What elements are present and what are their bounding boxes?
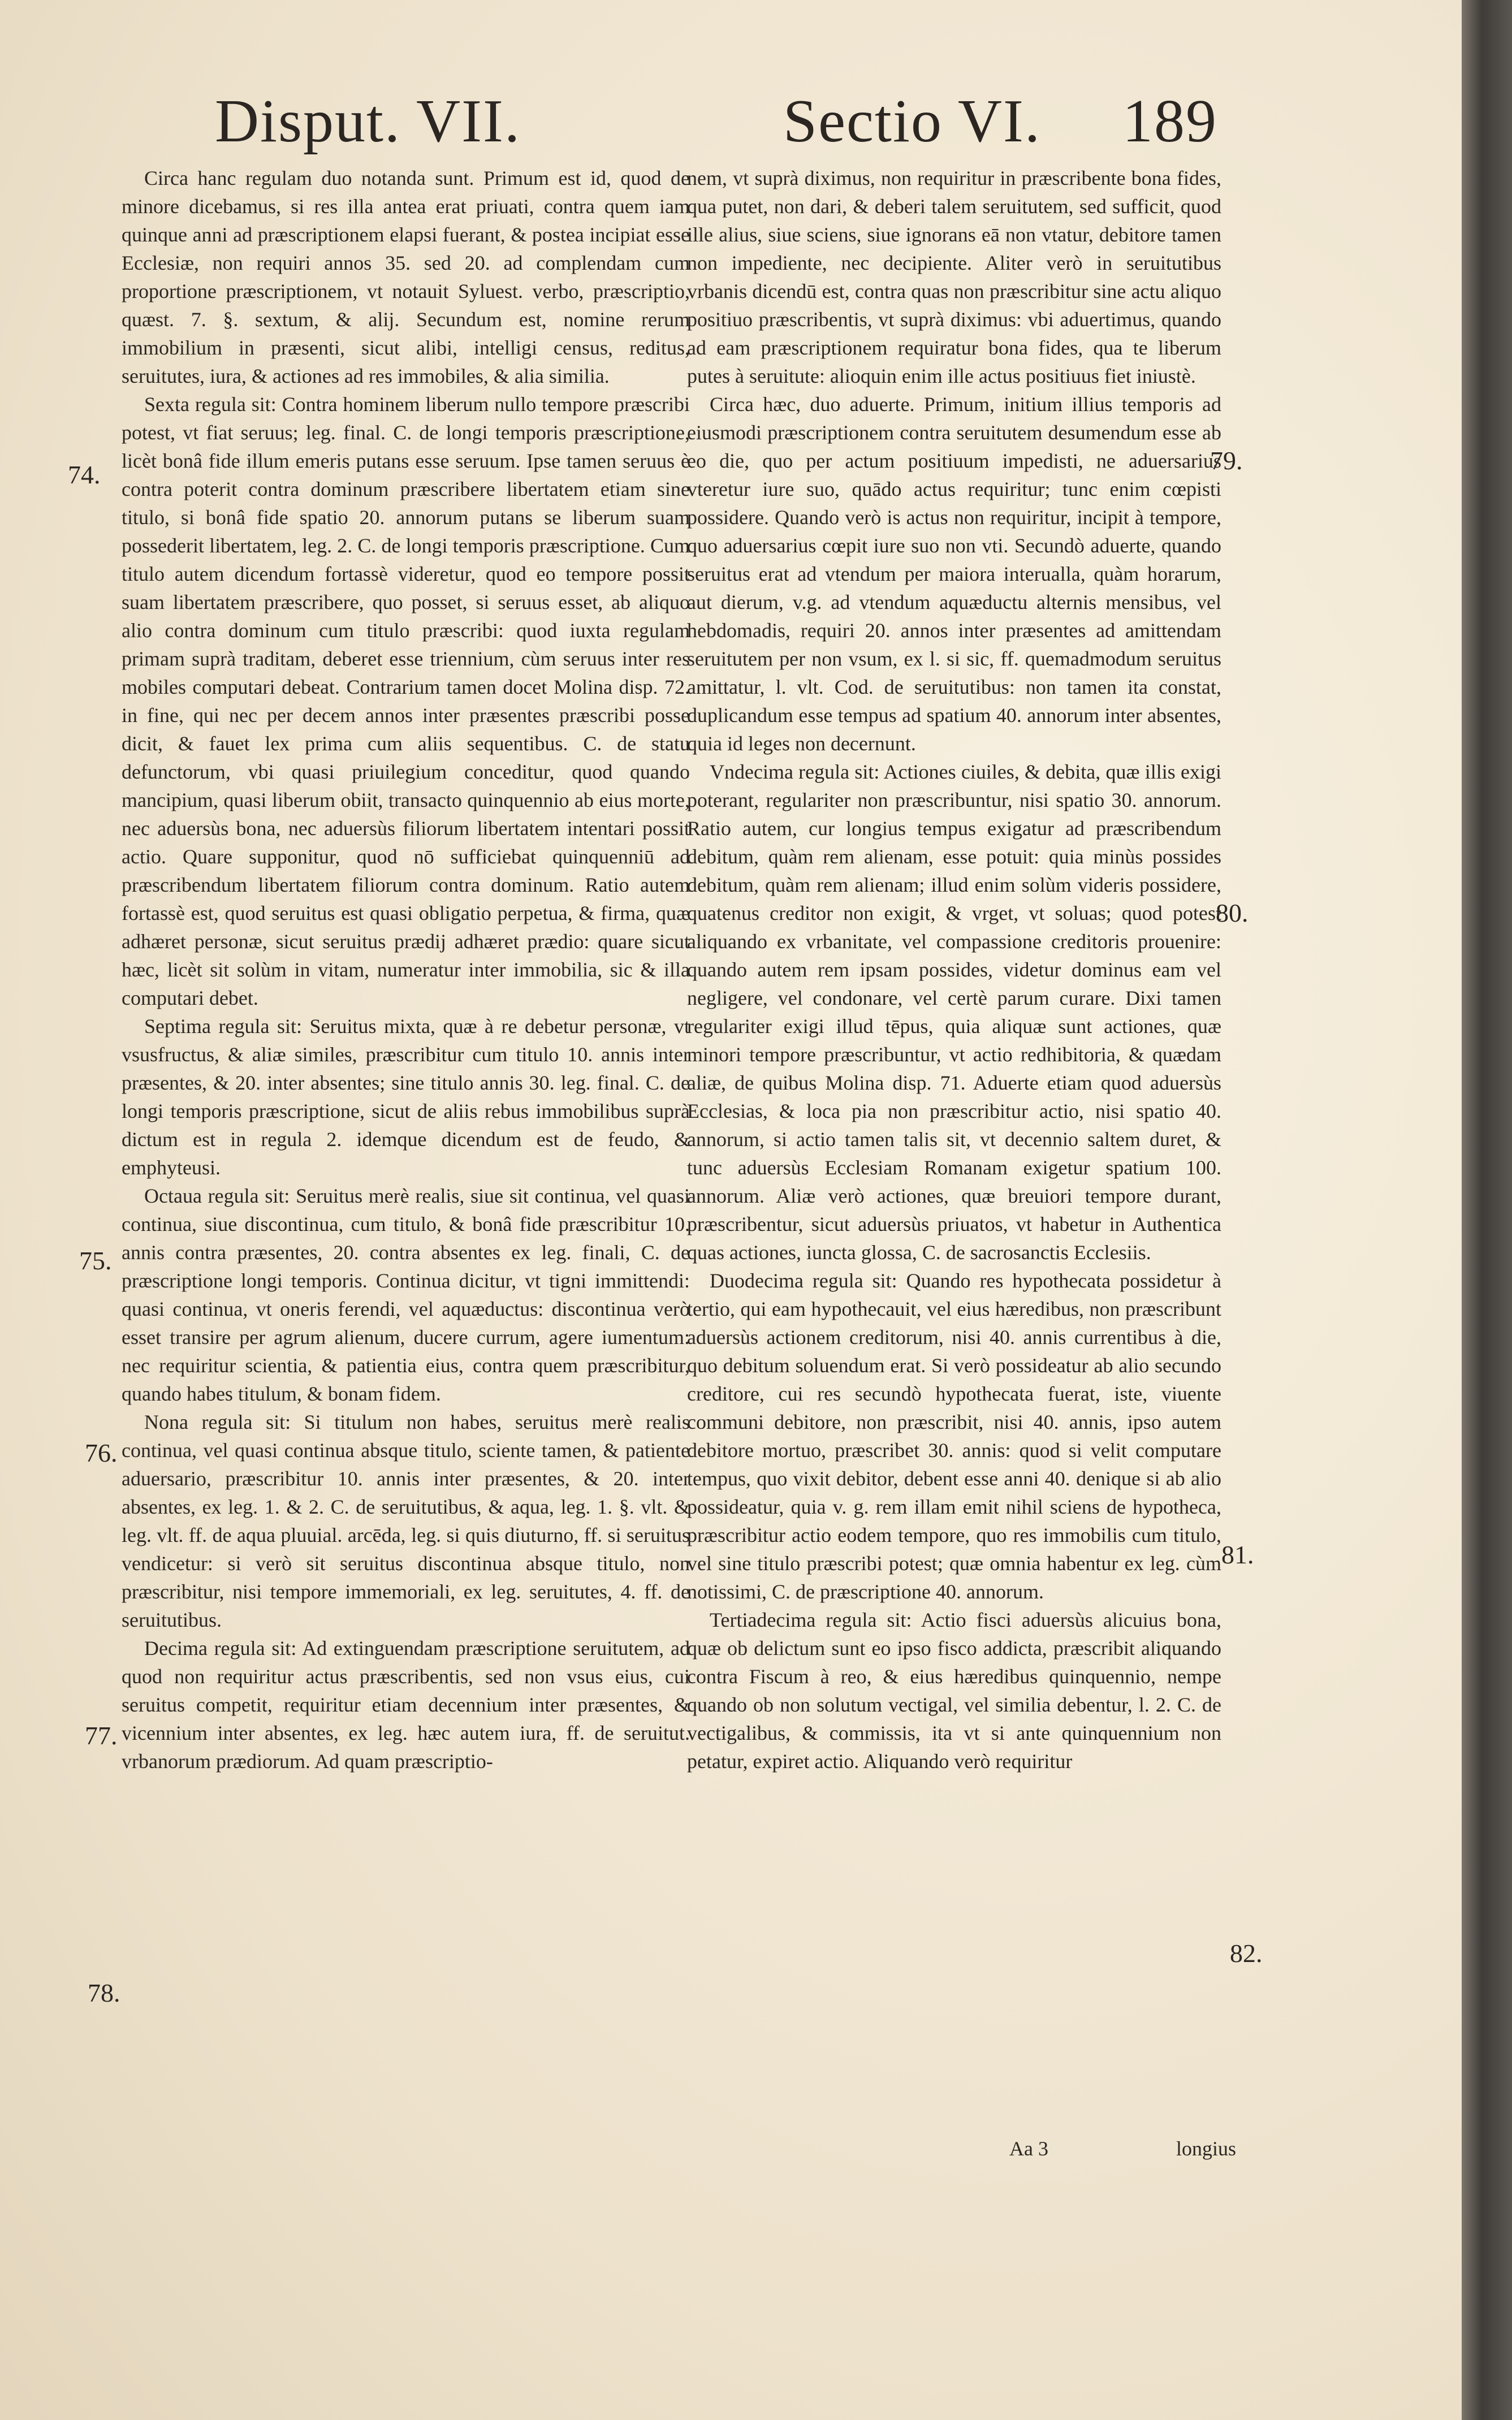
paragraph: Sexta regula sit: Contra hominem liberum nullo tempore præscribi potest, vt fiat seruus; leg. final. C. de longi temporis præscriptione, licèt bonâ fide illum emeris putans esse seruum. Ipse tamen seruus è contra poterit contra dominum præscribere libertatem etiam sine titulo, si bonâ fide spatio 20. annorum putans se liberum suam possederit libertatem, leg. 2. C. de longi temporis præscriptione. Cum titulo autem dicendum fortassè videretur, quod eo tempore possit suam libertatem præscribere, quo posset, si seruus esset, ab aliquo alio contra dominum cum titulo præscribi: quod iuxta regulam primam suprà traditam, deberet esse triennium, cùm seruus inter res mobiles computari debeat. Contrarium tamen docet Molina disp. 72. in fine, qui nec per decem annos inter præsentes præscribi posse dicit, & fauet lex prima cum aliis sequentibus. C. de statu defunctorum, vbi quasi priuilegium conceditur, quod quando mancipium, quasi liberum obiit, transacto quinquennio ab eius morte, nec aduersùs bona, nec aduersùs filiorum libertatem intentari possit actio. Quare supponitur, quod nō sufficiebat quinquenniū ad præscribendum libertatem filiorum contra dominum. Ratio autem fortassè est, quod seruitus est quasi obligatio perpetua, & firma, quæ adhæret personæ, sicut seruitus prædij adhæret prædio: quare sicut hæc, licèt sit solùm in vitam, numeratur inter immobilia, sic & illa computari debet. <box>122 393 690 1009</box>
margin-number: 80. <box>1216 898 1249 927</box>
paragraph: Nona regula sit: Si titulum non habes, seruitus merè realis continua, vel quasi continua absque titulo, sciente tamen, & patiente aduersario, præscribitur 10. annis inter præsentes, & 20. inter absentes, ex leg. 1. & 2. C. de seruitutibus, & aqua, leg. 1. §. vlt. & leg. vlt. ff. de aqua pluuial. arcēda, leg. si quis diuturno, ff. si seruitus vendicetur: si verò sit seruitus discontinua absque titulo, non præscribitur, nisi tempore immemoriali, ex leg. seruitutes, 4. ff. de seruitutibus. <box>122 1411 690 1631</box>
paragraph: Septima regula sit: Seruitus mixta, quæ à re debetur personæ, vt vsusfructus, & aliæ similes, præscribitur cum titulo 10. annis inter præsentes, & 20. inter absentes; sine titulo annis 30. leg. final. C. de longi temporis præscriptione, sicut de aliis rebus immobilibus suprà dictum est in regula 2. idemque dicendum est de feudo, & emphyteusi. <box>122 1015 690 1179</box>
margin-number: 82. <box>1230 1939 1263 1968</box>
signature-mark: Aa 3 <box>1009 2137 1048 2160</box>
paragraph: Vndecima regula sit: Actiones ciuiles, & debita, quæ illis exigi poterant, regulariter non præscribuntur, nisi spatio 30. annorum. Ratio autem, cur longius tempus exigatur ad præscribendum debitum, quàm rem alienam, esse potuit: quia minùs possides debitum, quàm rem alienam; illud enim solùm videris possidere, quatenus creditor non exigit, & vrget, vt soluas; quod potest aliquando ex vrbanitate, vel compassione creditoris prouenire: quando autem rem ipsam possides, videtur dominus eam vel negligere, vel condonare, vel certè parum curare. Dixi tamen regulariter exigi illud tēpus, quia aliquæ sunt actiones, quæ minori tempore præscribuntur, vt actio redhibitoria, & quædam aliæ, de quibus Molina disp. 71. Aduerte etiam quod aduersùs Ecclesias, & loca pia non præscribitur actio, nisi spatio 40. annorum, si actio tamen talis sit, vt decennio saltem duret, & tunc aduersùs Ecclesiam Romanam exigetur spatium 100. annorum. Aliæ verò actiones, quæ breuiori tempore durant, præscribentur, sicut aduersùs priuatos, vt habetur in Authentica quas actiones, iuncta glossa, C. de sacrosanctis Ecclesiis. <box>687 760 1221 1264</box>
margin-number: 78. <box>88 1978 120 2007</box>
paragraph: Tertiadecima regula sit: Actio fisci aduersùs alicuius bona, quæ ob delictum sunt eo ipso fisco addicta, præscribit aliquando contra Fiscum à reo, & eius hæredibus quinquennio, nempe quando ob non solutum vectigal, vel similia debentur, l. 2. C. de vectigalibus, & commissis, ita vt si ante quinquennium non petatur, expiret actio. Aliquando verò requiritur <box>687 1609 1221 1773</box>
catchword: longius <box>1176 2137 1237 2160</box>
running-head-disputation: Disput. VII. <box>215 88 521 155</box>
paragraph: Octaua regula sit: Seruitus merè realis, siue sit continua, vel quasi continua, siue discontinua, cum titulo, & bonâ fide præscribitur 10. annis contra præsentes, 20. contra absentes ex leg. finali, C. de præscriptione longi temporis. Continua dicitur, vt tigni immittendi: quasi continua, vt oneris ferendi, vel aquæductus: discontinua verò esset transire per agrum alienum, ducere currum, agere iumentum: nec requiritur scientia, & patientia eius, contra quem præscribitur, quando habes titulum, & bonam fidem. <box>122 1185 690 1405</box>
margin-number: 81. <box>1221 1540 1254 1569</box>
book-edge <box>1462 0 1512 2420</box>
paragraph: nem, vt suprà diximus, non requiritur in præscribente bona fides, qua putet, non dari, & deberi talem seruitutem, sed sufficit, quod ille alius, siue sciens, siue ignorans eā non vtatur, debitore tamen non impediente, nec decipiente. Aliter verò in seruitutibus vrbanis dicendū est, contra quas non præscribitur sine actu aliquo positiuo præscribentis, vt suprà diximus: vbi aduertimus, quando ad eam præscriptionem requiratur bona fides, qua te liberum putes à seruitute: alioquin enim ille actus positiuus fiet iniustè. <box>687 167 1221 387</box>
margin-number: 76. <box>85 1438 118 1467</box>
paragraph: Circa hæc, duo aduerte. Primum, initium illius temporis ad eiusmodi præscriptionem contra seruitutem desumendum esse ab eo die, quo per actum positiuum impedisti, ne aduersarius vteretur iure suo, quādo actus requiritur; tunc enim cœpisti possidere. Quando verò is actus non requiritur, incipit à tempore, quo aduersarius cœpit iure suo non vti. Secundò aduerte, quando seruitus erat ad vtendum per maiora interualla, quàm horarum, aut dierum, v.g. ad vtendum aquæductu alternis mensibus, vel hebdomadis, requiri 20. annos inter præsentes ad amittendam seruitutem per non vsum, ex l. si sic, ff. quemadmodum seruitus amittatur, l. vlt. Cod. de seruitutibus: non tamen ita constat, duplicandum esse tempus ad spatium 40. annorum inter absentes, quia id leges non decernunt. <box>687 393 1221 755</box>
paragraph: Duodecima regula sit: Quando res hypothecata possidetur à tertio, qui eam hypothecauit, vel eius hæredibus, non præscribunt aduersùs actionem creditorum, nisi 40. annis currentibus à die, quo debitum soluendum erat. Si verò possideatur ab alio secundo creditore, cui res secundò hypothecata fuerat, iste, viuente communi debitore, non præscribit, nisi 40. annis, ipso autem debitore mortuo, præscribet 30. annis: quod si velit computare tempus, quo vixit debitor, debent esse anni 40. denique si ab alio possideatur, quia v. g. rem illam emit nihil sciens de hypotheca, præscribitur actio eodem tempore, quo res immobilis cum titulo, vel sine titulo præscribi potest; quæ omnia habentur ex leg. cùm notissimi, C. de præscriptione 40. annorum. <box>687 1269 1221 1603</box>
margin-number: 74. <box>68 460 101 489</box>
margin-number: 79. <box>1210 446 1243 475</box>
right-column <box>687 164 1221 1775</box>
page-number: 189 <box>1122 88 1217 155</box>
margin-number: 77. <box>85 1721 118 1750</box>
margin-number: 75. <box>79 1246 112 1275</box>
running-head-section: Sectio VI. <box>783 88 1041 155</box>
left-column <box>122 164 690 1775</box>
paragraph: Decima regula sit: Ad extinguendam præscriptione seruitutem, ad quod non requiritur actus præscribentis, sed non vsus eius, cui seruitus competit, requiritur etiam decennium inter præsentes, & vicennium inter absentes, ex leg. hæc autem iura, ff. de seruitut. vrbanorum prædiorum. Ad quam præscriptio- <box>122 1637 690 1773</box>
paragraph: Circa hanc regulam duo notanda sunt. Primum est id, quod de minore dicebamus, si res illa antea erat priuati, contra quem iam quinque anni ad præscriptionem elapsi fuerant, & postea incipiat esse Ecclesiæ, non requiri annos 35. sed 20. ad complendam cum proportione præscriptionem, vt notauit Syluest. verbo, præscriptio, quæst. 7. §. sextum, & alij. Secundum est, nomine rerum immobilium in præsenti, sicut alibi, intelligi census, reditus, seruitutes, iura, & actiones ad res immobiles, & alia similia. <box>122 167 690 387</box>
